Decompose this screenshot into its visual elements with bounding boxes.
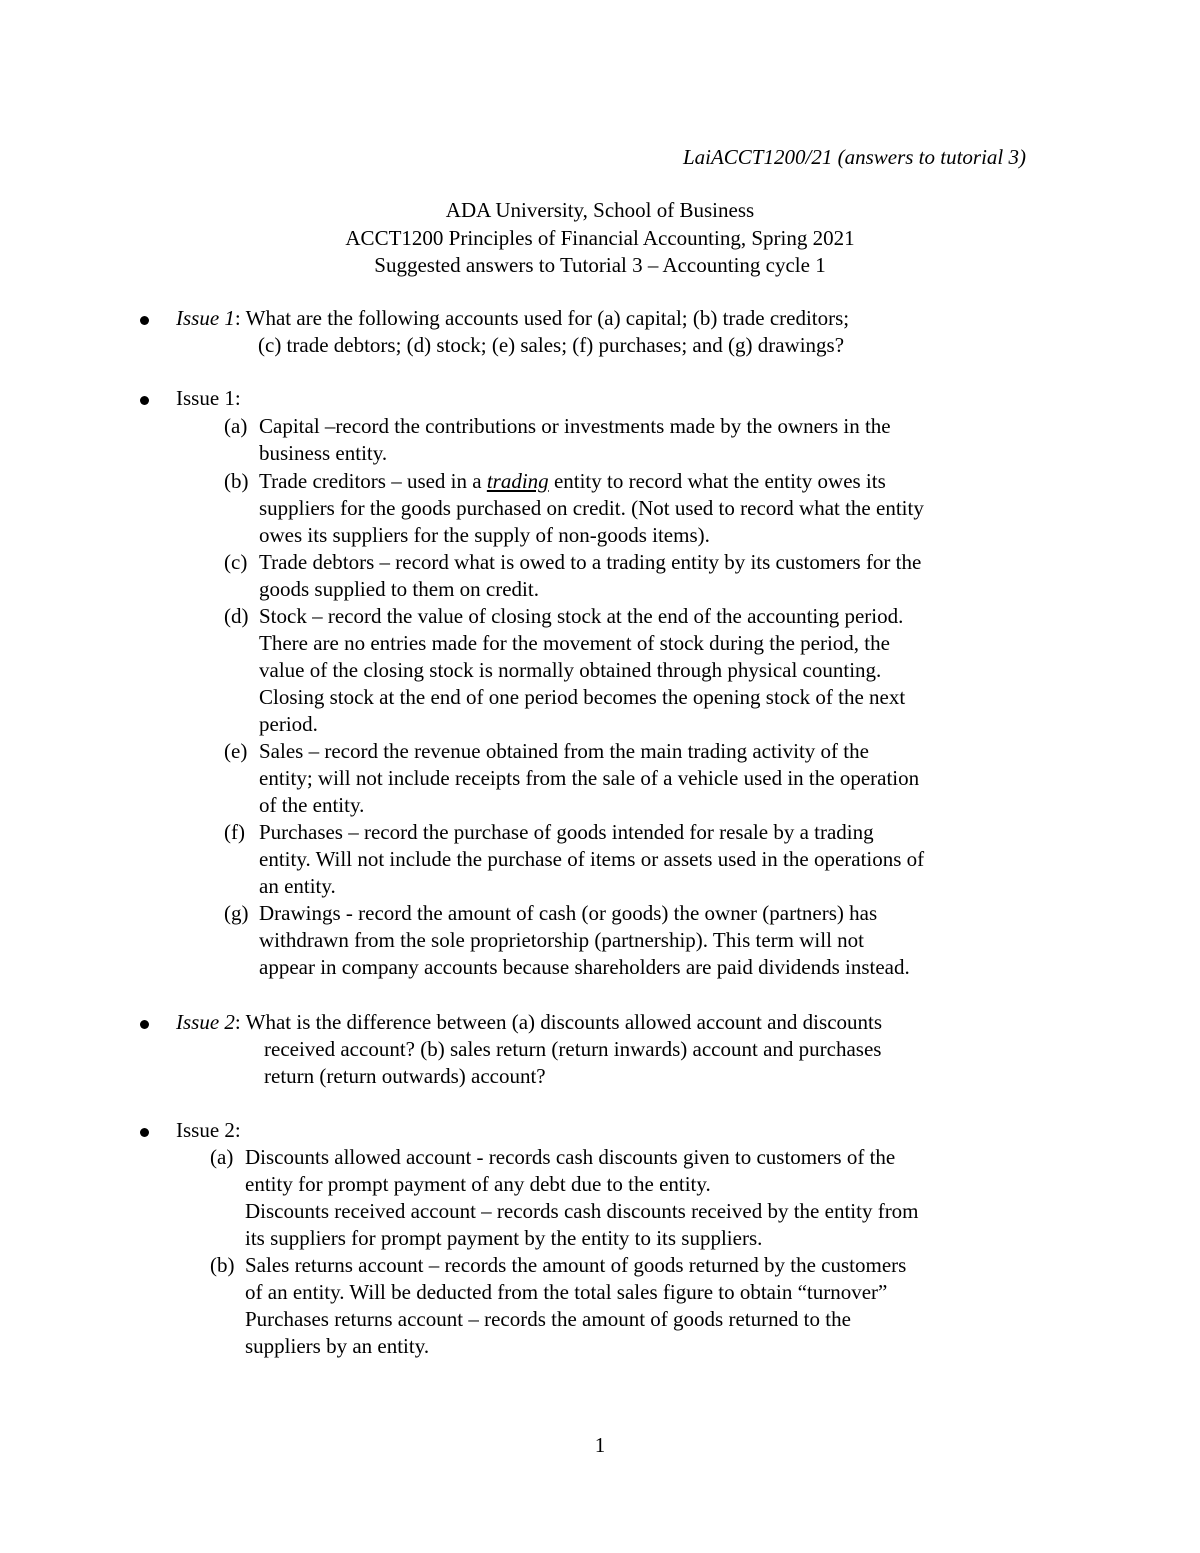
page-number: 1 xyxy=(594,1433,606,1457)
bullet-icon xyxy=(140,1020,149,1029)
issue1-item-b-label: (b) xyxy=(224,469,249,493)
issue1-item-d-line-4: Closing stock at the end of one period becomes the opening stock of the next xyxy=(259,685,906,709)
issue1-item-b-line-1 xyxy=(259,468,886,495)
issue1-tag: Issue 1 xyxy=(176,306,235,330)
issue1-question-line-1 xyxy=(176,305,849,332)
issue2-item-a-line-1: Discounts allowed account - records cash discounts given to customers of the xyxy=(245,1145,896,1169)
issue1-item-d-line-2: There are no entries made for the movement of stock during the period, the xyxy=(259,631,890,655)
bullet-icon xyxy=(140,316,149,325)
issue2-item-a-line-4: its suppliers for prompt payment by the entity to its suppliers. xyxy=(245,1226,763,1250)
issue1-item-d-line-5: period. xyxy=(259,712,318,736)
issue1-answer-heading: Issue 1: xyxy=(176,386,241,410)
issue2-question-line-2: received account? (b) sales return (return inwards) account and purchases xyxy=(264,1037,882,1061)
issue2-item-b-label: (b) xyxy=(210,1253,235,1277)
issue1-item-a-label: (a) xyxy=(224,414,248,438)
title-line-2: ACCT1200 Principles of Financial Accounting, Spring 2021 xyxy=(345,225,855,250)
issue1-question-line-2: (c) trade debtors; (d) stock; (e) sales; (f) purchases; and (g) drawings? xyxy=(258,333,845,357)
issue1-item-c-label: (c) xyxy=(224,550,248,574)
issue1-item-d-line-3: value of the closing stock is normally obtained through physical counting. xyxy=(259,658,882,682)
issue1-item-b-line-3: owes its suppliers for the supply of non-goods items). xyxy=(259,523,710,547)
issue1-item-b-emphasis: trading xyxy=(486,469,549,493)
issue1-item-f-line-3: an entity. xyxy=(259,874,336,898)
issue2-item-a-line-3: Discounts received account – records cash discounts received by the entity from xyxy=(245,1199,919,1223)
issue2-tag: Issue 2 xyxy=(176,1010,235,1034)
issue1-item-e-line-3: of the entity. xyxy=(259,793,365,817)
issue1-item-d-label: (d) xyxy=(224,604,249,628)
issue1-item-c-line-1: Trade debtors – record what is owed to a trading entity by its customers for the xyxy=(259,550,922,574)
issue2-question-line-3: return (return outwards) account? xyxy=(264,1064,546,1088)
issue1-item-e-label: (e) xyxy=(224,739,248,763)
issue1-item-f-label: (f) xyxy=(224,820,245,844)
issue1-item-f-line-2: entity. Will not include the purchase of items or assets used in the operations of xyxy=(259,847,925,871)
issue1-item-c-line-2: goods supplied to them on credit. xyxy=(259,577,539,601)
issue2-answer-heading: Issue 2: xyxy=(176,1118,241,1142)
issue1-item-d-line-1: Stock – record the value of closing stock at the end of the accounting period. xyxy=(259,604,904,628)
issue2-question-text-1: : What is the difference between (a) discounts allowed account and discounts xyxy=(234,1010,883,1034)
issue1-item-e-line-1: Sales – record the revenue obtained from the main trading activity of the xyxy=(259,739,869,763)
issue2-item-b-line-3: Purchases returns account – records the amount of goods returned to the xyxy=(245,1307,851,1331)
issue1-item-a-line-1: Capital –record the contributions or investments made by the owners in the xyxy=(259,414,891,438)
issue2-item-a-line-2: entity for prompt payment of any debt due to the entity. xyxy=(245,1172,711,1196)
issue2-item-b-line-1: Sales returns account – records the amount of goods returned by the customers xyxy=(245,1253,907,1277)
running-head: LaiACCT1200/21 (answers to tutorial 3) xyxy=(682,145,1026,169)
bullet-icon xyxy=(140,1128,149,1137)
title-block xyxy=(0,197,1200,280)
issue1-item-a-line-2: business entity. xyxy=(259,441,388,465)
issue2-question-line-1 xyxy=(176,1009,882,1036)
issue1-item-e-line-2: entity; will not include receipts from the sale of a vehicle used in the operation xyxy=(259,766,920,790)
issue1-item-g-label: (g) xyxy=(224,901,249,925)
issue1-question-text-1: : What are the following accounts used for (a) capital; (b) trade creditors; xyxy=(234,306,850,330)
issue1-item-b-line-2: suppliers for the goods purchased on credit. (Not used to record what the entity xyxy=(259,496,924,520)
issue1-item-g-line-2: withdrawn from the sole proprietorship (partnership). This term will not xyxy=(259,928,864,952)
issue1-item-b-post: entity to record what the entity owes its xyxy=(548,469,886,493)
issue2-item-b-line-4: suppliers by an entity. xyxy=(245,1334,430,1358)
issue1-item-f-line-1: Purchases – record the purchase of goods intended for resale by a trading xyxy=(259,820,874,844)
issue1-item-b-pre: Trade creditors – used in a xyxy=(259,469,487,493)
bullet-icon xyxy=(140,396,149,405)
issue2-item-b-line-2: of an entity. Will be deducted from the total sales figure to obtain “turnover” xyxy=(245,1280,888,1304)
title-line-1: ADA University, School of Business xyxy=(445,198,755,222)
issue1-item-g-line-1: Drawings - record the amount of cash (or goods) the owner (partners) has xyxy=(259,901,878,925)
title-line-3: Suggested answers to Tutorial 3 – Accounting cycle 1 xyxy=(374,253,826,277)
issue2-item-a-label: (a) xyxy=(210,1145,234,1169)
issue1-item-g-line-3: appear in company accounts because shareholders are paid dividends instead. xyxy=(259,955,910,979)
